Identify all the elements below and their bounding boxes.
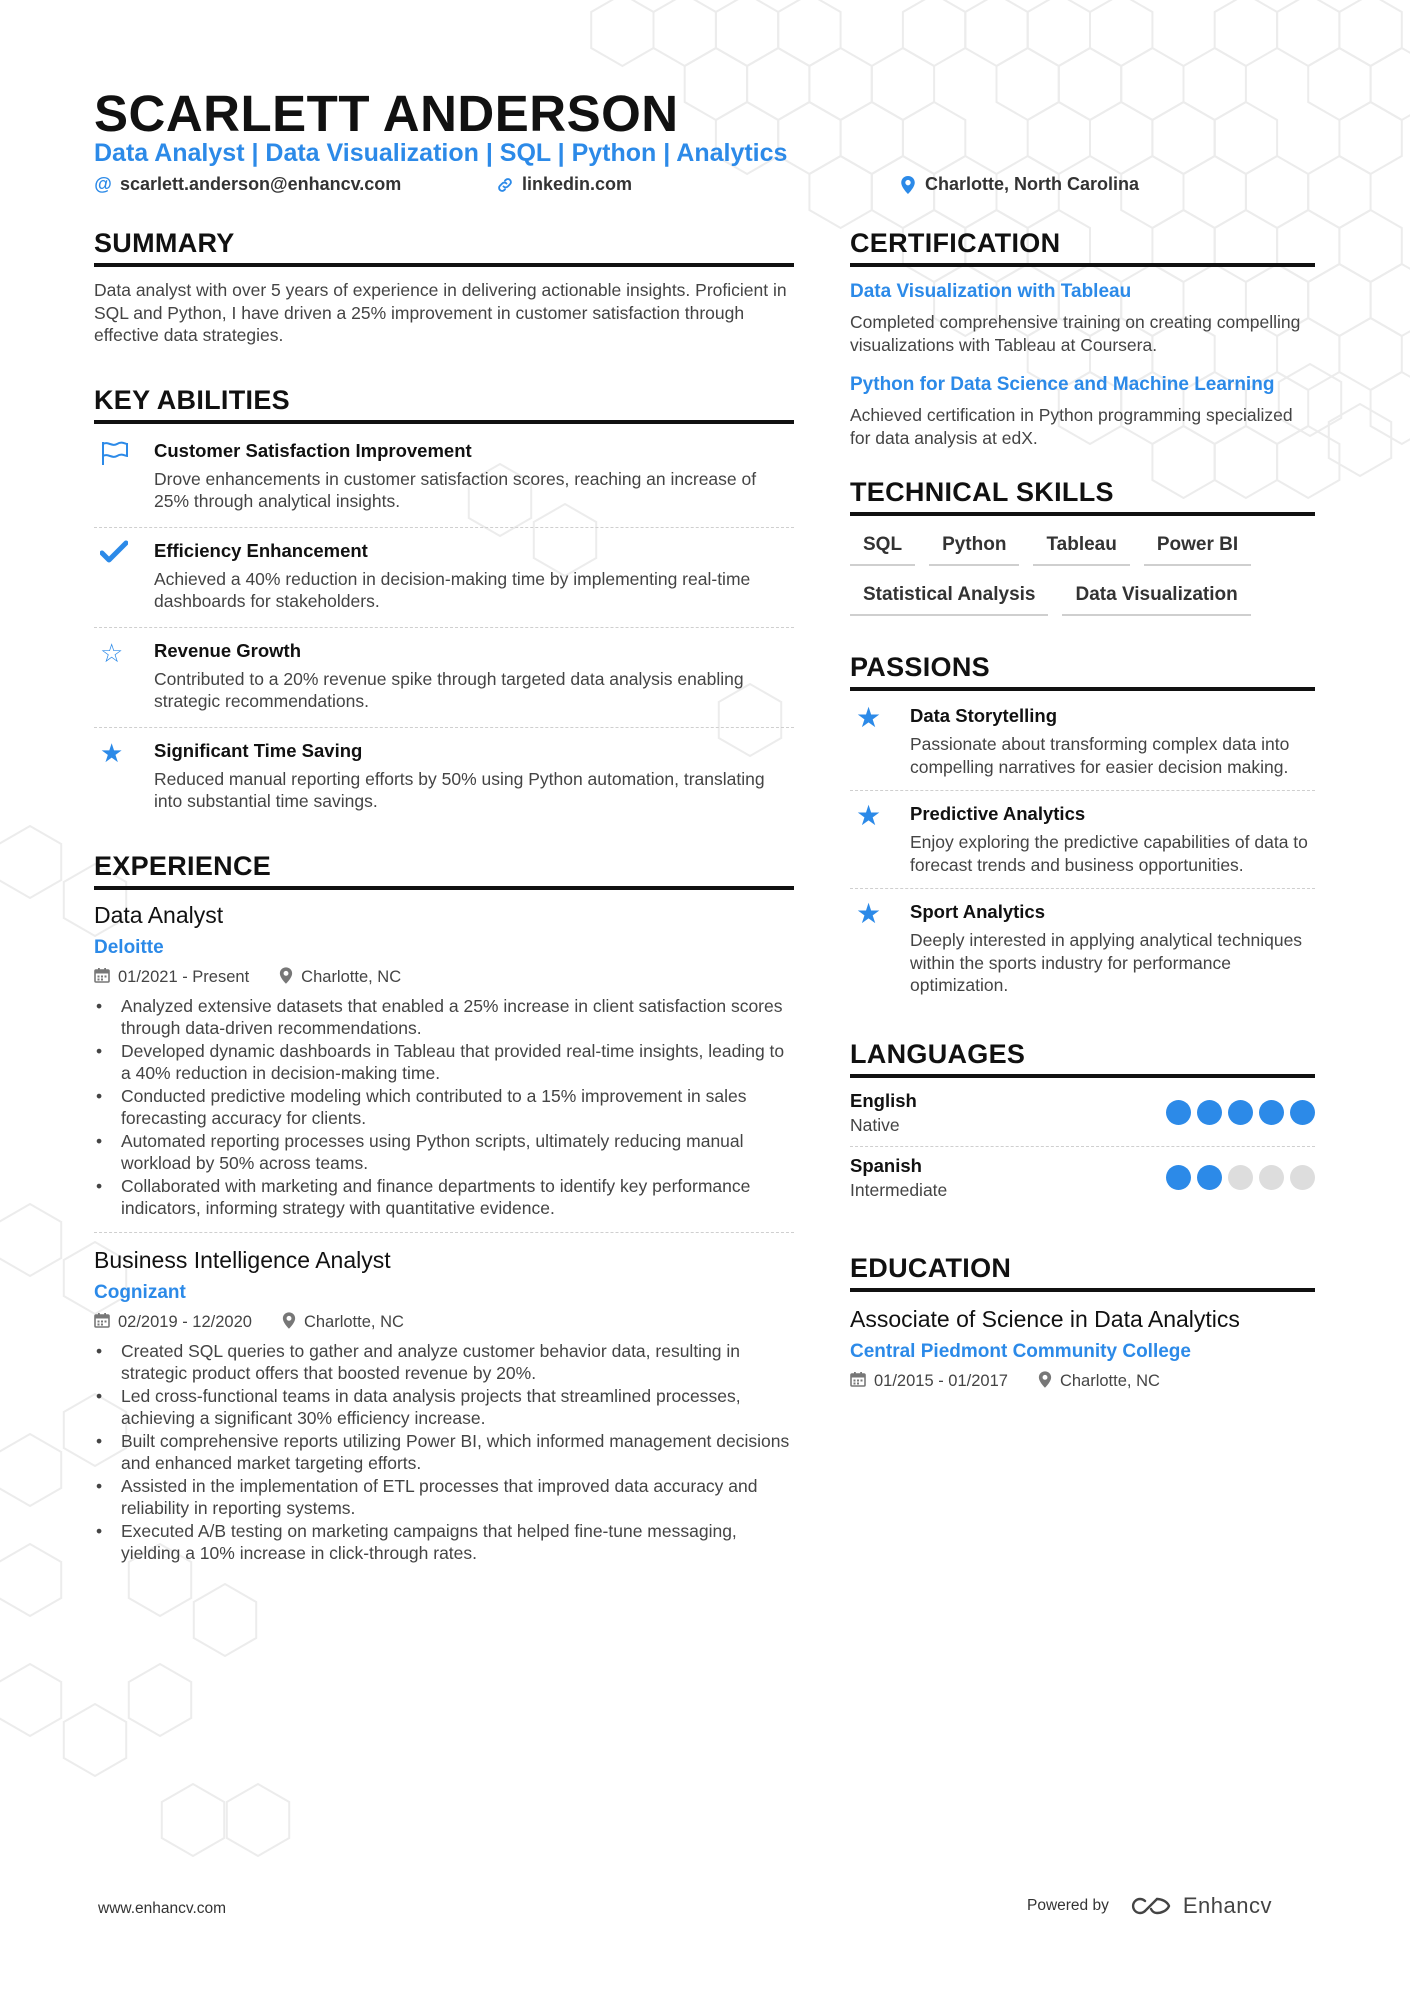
rating-dot-filled — [1259, 1100, 1284, 1125]
linkedin-text: linkedin.com — [522, 174, 633, 194]
candidate-name: SCARLETT ANDERSON — [94, 85, 679, 142]
rating-dot-empty — [1290, 1165, 1315, 1190]
ability-text: Reduced manual reporting efforts by 50% using Python automation, translating into substantial time savings. — [154, 768, 765, 811]
star-outline-icon: ☆ — [100, 637, 124, 668]
passion-title: Predictive Analytics — [910, 803, 1086, 824]
summary-text: Data analyst with over 5 years of experience in delivering actionable insights. Proficient in SQL and Python, I have driven a 25% improvement in customer satisfaction through effective data strategies. — [94, 280, 787, 345]
ability-item — [94, 728, 794, 827]
contact-location — [899, 174, 1139, 195]
language-item — [850, 1082, 1315, 1147]
location-pin-icon — [899, 176, 917, 194]
candidate-headline: Data Analyst | Data Visualization | SQL | Python | Analytics — [94, 139, 788, 167]
star-icon: ★ — [856, 702, 882, 733]
job-bullets — [94, 995, 794, 1220]
passion-text: Deeply interested in applying analytical techniques within the sports industry for performance optimization. — [910, 930, 1303, 995]
job-dates: 01/2021 - Present — [118, 968, 250, 986]
rating-dot-empty — [1259, 1165, 1284, 1190]
check-icon — [94, 540, 154, 613]
brand-name: Enhancv — [1182, 1893, 1272, 1918]
skill-tag: SQL — [850, 530, 915, 566]
rating-dot-filled — [1228, 1100, 1253, 1125]
job-bullet: • Created SQL queries to gather and analyze customer behavior data, resulting in strategic product offers that boosted revenue by 20%. — [94, 1340, 794, 1385]
calendar-icon — [94, 1312, 110, 1333]
job-bullet: • Built comprehensive reports utilizing Power BI, which informed management decisions and enhanced market targeting efforts. — [94, 1430, 794, 1475]
ability-item — [94, 628, 794, 728]
language-name: English — [850, 1089, 917, 1111]
ability-title: Customer Satisfaction Improvement — [154, 439, 472, 461]
certification-text: Completed comprehensive training on creating compelling visualizations with Tableau at Coursera. — [850, 312, 1301, 355]
passion-item — [850, 889, 1315, 1009]
job-bullet: • Analyzed extensive datasets that enabled a 25% increase in client satisfaction scores through data-driven recommendations. — [94, 995, 794, 1040]
education-title: EDUCATION — [850, 1253, 1315, 1292]
education-school[interactable]: Central Piedmont Community College — [850, 1340, 1191, 1362]
education-section — [850, 1253, 1315, 1393]
education-degree: Associate of Science in Data Analytics — [850, 1305, 1240, 1332]
skill-tag: Tableau — [1033, 530, 1129, 566]
technical-skills-section — [850, 477, 1315, 616]
passion-text: Enjoy exploring the predictive capabilities of data to forecast trends and business opportunities. — [910, 832, 1308, 875]
job-meta — [94, 967, 794, 989]
star-icon: ★ — [856, 800, 882, 831]
certification-title: CERTIFICATION — [850, 228, 1315, 267]
job-company[interactable]: Deloitte — [94, 936, 164, 958]
right-column — [850, 228, 1315, 1399]
passion-item — [850, 693, 1315, 791]
star-icon: ★ — [100, 737, 124, 768]
certification-section — [850, 228, 1315, 449]
footer-branding — [1027, 1893, 1272, 1919]
job-bullet: • Assisted in the implementation of ETL processes that improved data accuracy and reliability in reporting systems. — [94, 1475, 794, 1520]
language-level: Native — [850, 1114, 900, 1135]
job-bullet: • Executed A/B testing on marketing campaigns that helped fine-tune messaging, yielding a 10% increase in click-through rates. — [94, 1520, 794, 1565]
rating-dot-empty — [1228, 1165, 1253, 1190]
contact-linkedin[interactable] — [496, 174, 632, 195]
rating-dot-filled — [1197, 1100, 1222, 1125]
calendar-icon — [850, 1371, 866, 1392]
job-entry — [94, 902, 794, 1220]
passion-title: Sport Analytics — [910, 901, 1046, 922]
ability-title: Significant Time Saving — [154, 739, 363, 761]
language-item — [850, 1147, 1315, 1211]
location-text: Charlotte, North Carolina — [925, 174, 1140, 194]
ability-title: Efficiency Enhancement — [154, 539, 368, 561]
rating-dot-filled — [1166, 1165, 1191, 1190]
certification-name[interactable]: Data Visualization with Tableau — [850, 281, 1132, 302]
experience-title: EXPERIENCE — [94, 851, 794, 890]
ability-text: Drove enhancements in customer satisfaction scores, reaching an increase of 25% through analytical insights. — [154, 468, 757, 511]
powered-by-label: Powered by — [1027, 1897, 1109, 1914]
left-column — [94, 228, 794, 1577]
location-pin-icon — [279, 967, 293, 989]
language-rating — [1166, 1165, 1315, 1190]
job-bullet: • Developed dynamic dashboards in Tableau that provided real-time insights, leading to a 40% reduction in decision-making time. — [94, 1040, 794, 1085]
divider — [94, 1232, 794, 1233]
passion-title: Data Storytelling — [910, 705, 1057, 726]
languages-title: LANGUAGES — [850, 1039, 1315, 1078]
passions-section — [850, 652, 1315, 1009]
job-bullet: • Automated reporting processes using Python scripts, ultimately reducing manual workload by 50% across teams. — [94, 1130, 794, 1175]
job-bullets — [94, 1340, 794, 1565]
at-icon: @ — [94, 174, 112, 194]
ability-text: Achieved a 40% reduction in decision-making time by implementing real-time dashboards for stakeholders. — [154, 568, 751, 611]
job-company[interactable]: Cognizant — [94, 1281, 186, 1303]
skills-list — [850, 530, 1315, 616]
job-meta — [94, 1312, 794, 1334]
passion-item — [850, 791, 1315, 889]
ability-item — [94, 428, 794, 528]
location-pin-icon — [282, 1312, 296, 1334]
rating-dot-filled — [1197, 1165, 1222, 1190]
passions-title: PASSIONS — [850, 652, 1315, 691]
job-dates: 02/2019 - 12/2020 — [118, 1313, 252, 1331]
enhancv-logo[interactable] — [1127, 1893, 1272, 1919]
email-text: scarlett.anderson@enhancv.com — [120, 174, 402, 194]
ability-item — [94, 528, 794, 628]
rating-dot-filled — [1290, 1100, 1315, 1125]
key-abilities-section — [94, 385, 794, 827]
job-bullet: • Led cross-functional teams in data analysis projects that streamlined processes, achieving a significant 30% efficiency increase. — [94, 1385, 794, 1430]
language-level: Intermediate — [850, 1179, 948, 1200]
job-location: Charlotte, NC — [301, 968, 402, 986]
certification-text: Achieved certification in Python programming specialized for data analysis at edX. — [850, 405, 1293, 448]
education-meta — [850, 1371, 1315, 1393]
language-rating — [1166, 1100, 1315, 1125]
flag-icon — [94, 440, 154, 513]
footer-website[interactable]: www.enhancv.com — [98, 1900, 227, 1917]
certification-item — [850, 281, 1315, 356]
rating-dot-filled — [1166, 1100, 1191, 1125]
star-icon: ★ — [856, 898, 882, 929]
contact-email[interactable] — [94, 174, 401, 195]
summary-title: SUMMARY — [94, 228, 794, 267]
certification-item — [850, 374, 1315, 449]
location-pin-icon — [1038, 1371, 1052, 1393]
skill-tag: Power BI — [1144, 530, 1251, 566]
languages-section — [850, 1039, 1315, 1211]
experience-section — [94, 851, 794, 1565]
key-abilities-title: KEY ABILITIES — [94, 385, 794, 424]
summary-section — [94, 228, 794, 347]
technical-skills-title: TECHNICAL SKILLS — [850, 477, 1315, 516]
skill-tag: Python — [929, 530, 1019, 566]
education-dates: 01/2015 - 01/2017 — [874, 1372, 1008, 1390]
job-role: Business Intelligence Analyst — [94, 1246, 391, 1273]
enhancv-logo-icon — [1127, 1894, 1175, 1918]
job-entry — [94, 1247, 794, 1565]
ability-title: Revenue Growth — [154, 639, 301, 661]
calendar-icon — [94, 967, 110, 988]
skill-tag: Statistical Analysis — [850, 580, 1048, 616]
job-bullet: • Conducted predictive modeling which contributed to a 15% improvement in sales forecasting accuracy for clients. — [94, 1085, 794, 1130]
link-icon — [496, 176, 514, 194]
passion-text: Passionate about transforming complex data into compelling narratives for easier decision making. — [910, 734, 1290, 777]
job-role: Data Analyst — [94, 901, 224, 928]
certification-name[interactable]: Python for Data Science and Machine Learning — [850, 374, 1275, 395]
job-bullet: • Collaborated with marketing and finance departments to identify key performance indicators, informing strategy with quantitative evidence. — [94, 1175, 794, 1220]
job-location: Charlotte, NC — [303, 1313, 404, 1331]
education-location: Charlotte, NC — [1059, 1372, 1160, 1390]
skill-tag: Data Visualization — [1062, 580, 1250, 616]
language-name: Spanish — [850, 1154, 922, 1176]
ability-text: Contributed to a 20% revenue spike through targeted data analysis enabling strategic recommendations. — [154, 668, 744, 711]
